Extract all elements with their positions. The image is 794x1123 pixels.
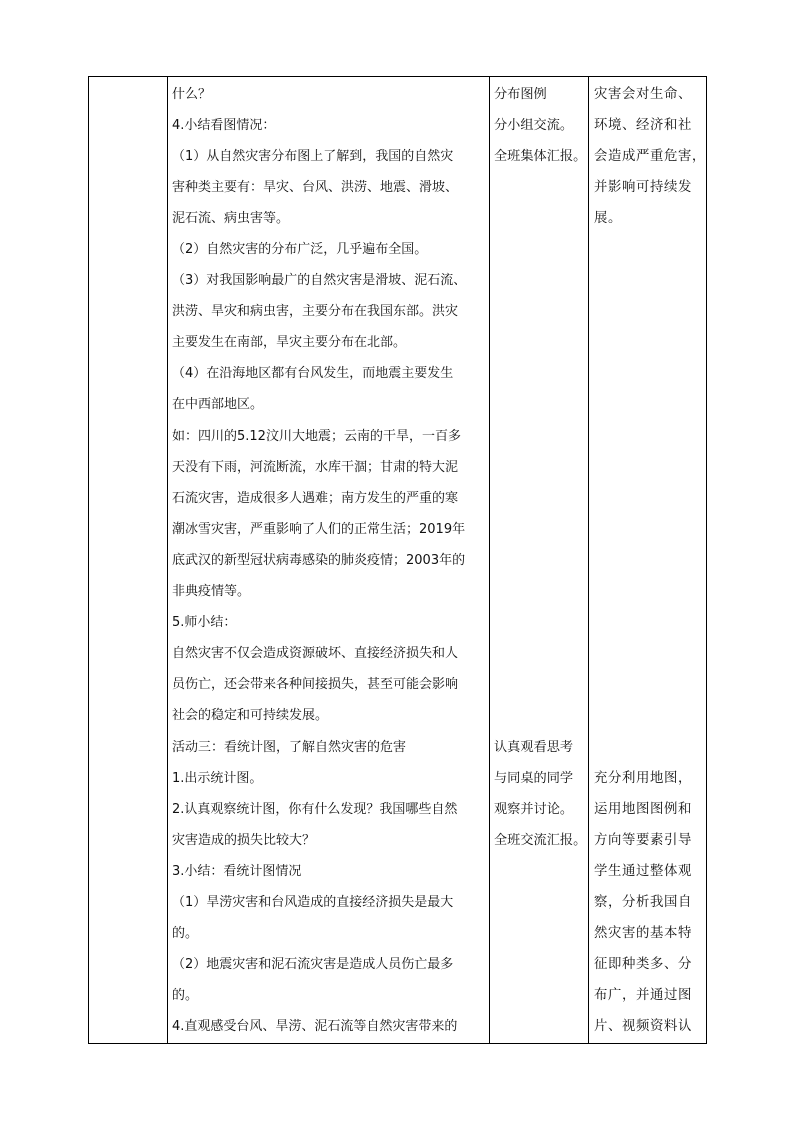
text-line: （2）自然灾害的分布广泛，几乎遍布全国。 (172, 242, 428, 257)
text-line: 主要发生在南部，旱灾主要分布在北部。 (172, 335, 407, 350)
text-line: 观察并讨论。 (494, 802, 574, 817)
text-line: （1）从自然灾害分布图上了解到，我国的自然灾 (172, 149, 454, 164)
text-line: 底武汉的新型冠状病毒感染的肺炎疫情；2003年的 (172, 553, 466, 568)
text-line: 分小组交流。 (494, 118, 574, 133)
text-line: 灾害会对生命、 (594, 87, 692, 102)
text-line: 泥石流、病虫害等。 (172, 211, 290, 226)
text-line: 全班集体汇报。 (494, 149, 587, 164)
text-line: （4）在沿海地区都有台风发生，而地震主要发生 (172, 366, 454, 381)
text-line: 石流灾害，造成很多人遇难；南方发生的严重的寒 (172, 491, 459, 506)
text-line: 灾害造成的损失比较大？ (172, 833, 316, 848)
text-line: （2）地震灾害和泥石流灾害是造成人员伤亡最多 (172, 957, 454, 972)
text-line: 1.出示统计图。 (172, 771, 263, 786)
text-line: 布广，并通过图 (594, 988, 692, 1003)
student-activity-column (490, 77, 588, 1043)
lesson-plan-table (88, 76, 707, 1044)
text-line: 认真观看思考 (494, 740, 574, 755)
text-line: 非典疫情等。 (172, 584, 251, 599)
text-line: （1）旱涝灾害和台风造成的直接经济损失是最大 (172, 895, 454, 910)
text-line: 与同桌的同学 (494, 771, 574, 786)
text-line: 2.认真观察统计图，你有什么发现？我国哪些自然 (172, 802, 458, 817)
text-line: 片、视频资料认 (594, 1019, 692, 1034)
text-line: 什么？ (172, 87, 212, 102)
text-line: 自然灾害不仅会造成资源破坏、直接经济损失和人 (172, 646, 459, 661)
text-line: 5.师小结： (172, 615, 237, 630)
design-intent-column (589, 77, 707, 1043)
text-line: 然灾害的基本特 (594, 926, 692, 941)
text-line: 的。 (172, 988, 199, 1003)
text-line: 活动三：看统计图，了解自然灾害的危害 (172, 740, 407, 755)
text-line: 如：四川的5.12汶川大地震；云南的干旱，一百多 (172, 429, 461, 444)
text-line: 充分利用地图， (594, 771, 692, 786)
text-line: （3）对我国影响最广的自然灾害是滑坡、泥石流、 (172, 273, 467, 288)
text-line: 会造成严重危害， (594, 149, 706, 164)
text-line: 展。 (594, 211, 622, 226)
text-line: 学生通过整体观 (594, 864, 692, 879)
text-line: 员伤亡，还会带来各种间接损失，甚至可能会影响 (172, 677, 459, 692)
text-line: 在中西部地区。 (172, 397, 264, 412)
teacher-activity-column (168, 77, 489, 1043)
text-line: 并影响可持续发 (594, 180, 692, 195)
text-line: 潮冰雪灾害，严重影响了人们的正常生活；2019年 (172, 522, 466, 537)
text-line: 全班交流汇报。 (494, 833, 587, 848)
text-line: 天没有下雨，河流断流，水库干涸；甘肃的特大泥 (172, 460, 459, 475)
text-line: 的。 (172, 926, 199, 941)
text-line: 洪涝、旱灾和病虫害，主要分布在我国东部。洪灾 (172, 304, 459, 319)
text-line: 察，分析我国自 (594, 895, 692, 910)
text-line: 运用地图图例和 (594, 802, 692, 817)
text-line: 害种类主要有：旱灾、台风、洪涝、地震、滑坡、 (172, 180, 459, 195)
text-line: 方向等要素引导 (594, 833, 692, 848)
text-line: 3.小结：看统计图情况 (172, 864, 302, 879)
text-line: 4.小结看图情况： (172, 118, 276, 133)
text-line: 社会的稳定和可持续发展。 (172, 708, 329, 723)
text-line: 环境、经济和社 (594, 118, 692, 133)
text-line: 4.直观感受台风、旱涝、泥石流等自然灾害带来的 (172, 1019, 458, 1034)
text-line: 征即种类多、分 (594, 957, 692, 972)
text-line: 分布图例 (494, 87, 547, 102)
stage-column (89, 77, 167, 1043)
